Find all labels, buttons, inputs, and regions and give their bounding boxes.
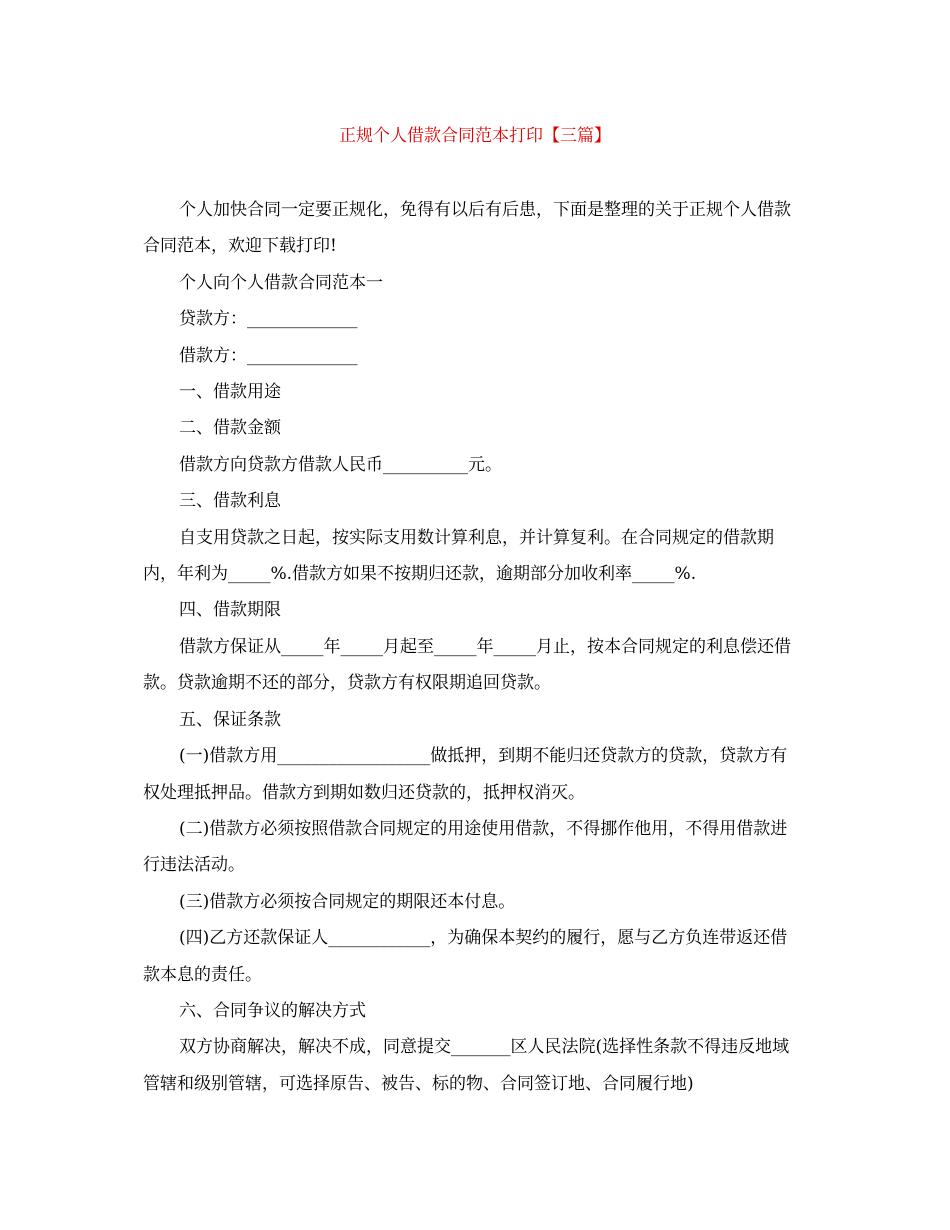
term-paragraph: 借款方保证从_____年_____月起至_____年_____月止，按本合同规定的利息偿还借款。贷款逾期不还的部分，贷款方有权限期追回贷款。 [143,636,791,694]
guarantee-clause-3: (三)借款方必须按合同规定的期限还本付息。 [179,891,516,912]
contract-heading: 个人向个人借款合同范本一 [179,272,383,293]
dispute-paragraph: 双方协商解决，解决不成，同意提交_______区人民法院(选择性条款不得违反地域管辖和级别管辖，可选择原告、被告、标的物、合同签订地、合同履行地) [143,1037,790,1094]
guarantee-clause-2: (二)借款方必须按照借款合同规定的用途使用借款，不得挪作他用，不得用借款进行违法活动。 [143,818,788,876]
borrower-line: 借款方：_____________ [179,345,358,366]
section-heading-dispute: 六、合同争议的解决方式 [179,1000,366,1021]
guarantee-clause-4: (四)乙方还款保证人____________，为确保本契约的履行，愿与乙方负连带返还借款本息的责任。 [143,928,788,985]
amount-paragraph: 借款方向贷款方借款人民币__________元。 [179,454,502,475]
lender-line: 贷款方：_____________ [179,309,358,330]
intro-paragraph: 个人加快合同一定要正规化，免得有以后有后患，下面是整理的关于正规个人借款合同范本，欢迎下载打印! [143,200,791,257]
section-heading-guarantee: 五、保证条款 [179,709,281,730]
interest-paragraph: 自支用贷款之日起，按实际支用数计算利息，并计算复利。在合同规定的借款期内，年利为_____%.借款方如果不按期归还款，逾期部分加收利率_____%. [143,527,774,585]
document-title: 正规个人借款合同范本打印【三篇】 [339,126,611,146]
section-heading-amount: 二、借款金额 [179,418,281,439]
guarantee-clause-1: (一)借款方用__________________做抵押，到期不能归还贷款方的贷款，贷款方有权处理抵押品。借款方到期如数归还贷款的，抵押权消灭。 [143,746,788,803]
document-body [143,192,803,1102]
section-heading-interest: 三、借款利息 [179,491,281,512]
section-heading-purpose: 一、借款用途 [179,382,281,403]
section-heading-term: 四、借款期限 [179,600,281,621]
